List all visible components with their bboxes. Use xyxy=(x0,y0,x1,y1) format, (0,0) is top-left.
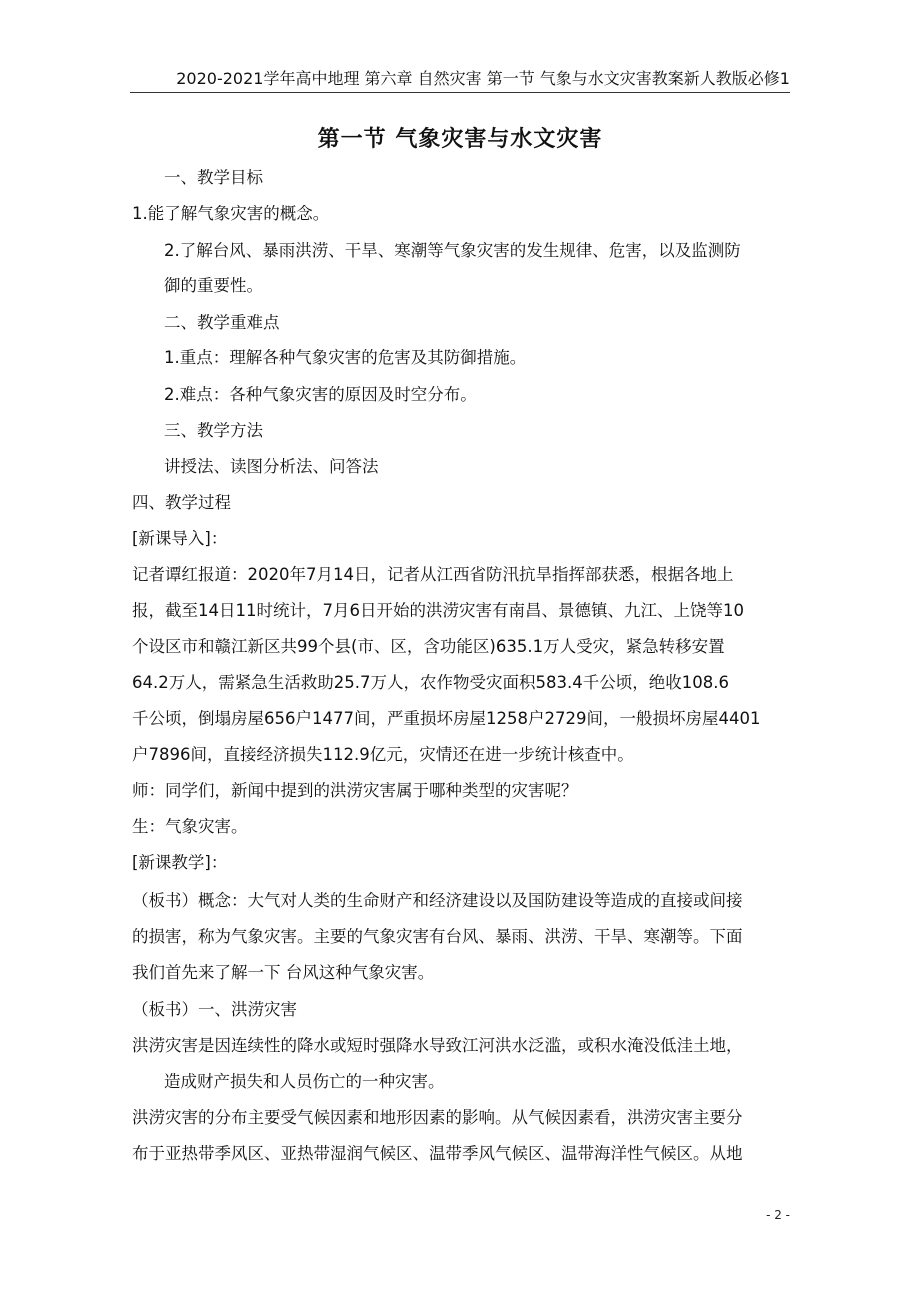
teacher-question: 师：同学们，新闻中提到的洪涝灾害属于哪种类型的灾害呢？ xyxy=(132,781,578,800)
flood-heading: （板书）一、洪涝灾害 xyxy=(132,1000,297,1019)
heading-teaching-goals: 一、教学目标 xyxy=(164,168,263,187)
news-line: 户7896间，直接经济损失112.9亿元，灾情还在进一步统计核查中。 xyxy=(132,745,634,764)
flood-definition-cont: 造成财产损失和人员伤亡的一种灾害。 xyxy=(164,1072,445,1091)
news-line: 千公顷，倒塌房屋656户1477间，严重损坏房屋1258户2729间，一般损坏房屋4401 xyxy=(132,709,761,728)
header-divider xyxy=(130,92,790,93)
news-line: 报，截至14日11时统计，7月6日开始的洪涝灾害有南昌、景德镇、九江、上饶等10 xyxy=(132,601,744,620)
methods-text: 讲授法、读图分析法、问答法 xyxy=(164,457,379,476)
flood-definition: 洪涝灾害是因连续性的降水或短时强降水导致江河洪水泛滥，或积水淹没低洼土地， xyxy=(132,1036,743,1055)
concept-line: （板书）概念：大气对人类的生命财产和经济建设以及国防建设等造成的直接或间接 xyxy=(132,891,743,910)
goal-2: 2.了解台风、暴雨洪涝、干旱、寒潮等气象灾害的发生规律、危害，以及监测防 xyxy=(164,241,741,260)
heading-process: 四、教学过程 xyxy=(132,493,231,512)
concept-line: 的损害，称为气象灾害。主要的气象灾害有台风、暴雨、洪涝、干旱、寒潮等。下面 xyxy=(132,927,743,946)
difficult-point: 2.难点：各种气象灾害的原因及时空分布。 xyxy=(164,385,477,404)
heading-key-points: 二、教学重难点 xyxy=(164,313,280,332)
new-lesson-teaching-label: [新课教学]： xyxy=(132,853,228,872)
flood-distribution: 布于亚热带季风区、亚热带湿润气候区、温带季风气候区、温带海洋性气候区。从地 xyxy=(132,1144,743,1163)
concept-line: 我们首先来了解一下 台风这种气象灾害。 xyxy=(132,963,435,982)
goal-2-cont: 御的重要性。 xyxy=(164,276,263,295)
flood-distribution: 洪涝灾害的分布主要受气候因素和地形因素的影响。从气候因素看，洪涝灾害主要分 xyxy=(132,1108,743,1127)
news-line: 个设区市和赣江新区共99个县(市、区，含功能区)635.1万人受灾，紧急转移安置 xyxy=(132,637,725,656)
news-line: 记者谭红报道：2020年7月14日，记者从江西省防汛抗旱指挥部获悉，根据各地上 xyxy=(132,565,734,584)
goal-1: 1.能了解气象灾害的概念。 xyxy=(132,204,330,223)
page-header: 2020-2021学年高中地理 第六章 自然灾害 第一节 气象与水文灾害教案新人教版必修1 xyxy=(176,69,790,88)
student-answer: 生：气象灾害。 xyxy=(132,817,248,836)
section-title: 第一节 气象灾害与水文灾害 xyxy=(317,127,603,152)
new-lesson-intro-label: [新课导入]： xyxy=(132,529,228,548)
key-point: 1.重点：理解各种气象灾害的危害及其防御措施。 xyxy=(164,348,527,367)
news-line: 64.2万人，需紧急生活救助25.7万人，农作物受灾面积583.4千公顷，绝收108.6 xyxy=(132,673,729,692)
heading-methods: 三、教学方法 xyxy=(164,421,263,440)
page-number: - 2 - xyxy=(766,1208,790,1222)
